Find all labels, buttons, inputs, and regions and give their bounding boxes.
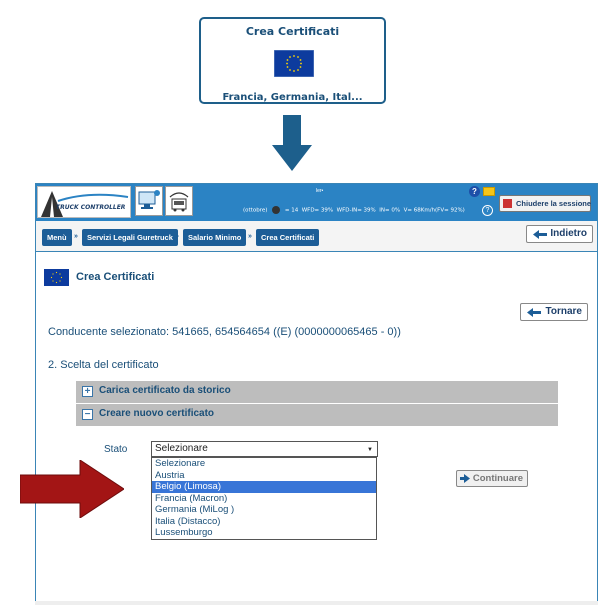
breadcrumb-separator: » — [74, 233, 78, 240]
stato-select[interactable] — [151, 441, 378, 457]
forward-arrow-icon — [460, 474, 470, 483]
breadcrumb-separator: » — [248, 233, 252, 240]
continuare-label: Continuare — [472, 473, 523, 484]
certificate-card[interactable] — [199, 17, 386, 104]
section-load-history[interactable] — [76, 381, 558, 403]
ticker-in: IN= 0% — [379, 207, 401, 214]
logout-button[interactable] — [499, 195, 591, 212]
user-name: ler• — [316, 188, 324, 194]
exit-icon — [503, 199, 512, 208]
ticker-count: = 14 — [284, 207, 299, 214]
stato-label: Stato — [104, 444, 128, 455]
question-icon[interactable]: ? — [482, 205, 493, 216]
card-title: Crea Certificati — [245, 25, 340, 38]
breadcrumb-servizi[interactable]: Servizi Legali Guretruck — [82, 229, 178, 246]
breadcrumb-crea[interactable]: Crea Certificati — [256, 229, 319, 246]
truck-speed-icon[interactable] — [165, 186, 193, 216]
tornare-button[interactable] — [520, 303, 588, 321]
card-subtitle: Francia, Germania, Ital... — [222, 92, 363, 103]
eu-flag-icon — [274, 50, 314, 77]
collapse-icon[interactable]: − — [82, 409, 93, 420]
dropdown-option[interactable]: Selezionare — [155, 458, 206, 469]
section-create-new[interactable] — [76, 404, 558, 426]
ticker-wfd-in: WFD-IN= 39% — [336, 207, 376, 214]
help-icon[interactable]: ? — [469, 186, 480, 197]
stato-dropdown-list — [151, 457, 377, 540]
indietro-button[interactable] — [526, 225, 593, 243]
dropdown-option[interactable]: Lussemburgo — [155, 527, 213, 538]
app-window — [35, 183, 598, 603]
back-arrow-icon — [527, 308, 541, 317]
breadcrumb-separator: » — [175, 233, 179, 240]
continuare-button[interactable] — [456, 470, 528, 487]
selected-driver-text: Conducente selezionato: 541665, 654564654 ((E) (0000000065465 - 0)) — [48, 326, 401, 338]
red-arrow-icon — [20, 460, 124, 518]
section-label: Carica certificato da storico — [99, 385, 231, 396]
tornare-label: Tornare — [545, 306, 582, 317]
top-bar — [36, 184, 597, 221]
back-arrow-icon — [533, 230, 547, 239]
mail-icon[interactable] — [483, 187, 495, 196]
ticker-wfd: WFD= 39% — [301, 207, 334, 214]
dropdown-option[interactable]: Austria — [155, 469, 185, 481]
chevron-down-icon: ▼ — [367, 447, 373, 453]
driver-icon — [272, 206, 280, 214]
indietro-label: Indietro — [550, 228, 587, 239]
breadcrumb-salario[interactable]: Salario Minimo — [183, 229, 246, 246]
ticker-month: (ottobre) — [243, 207, 268, 214]
truck-controller-logo — [37, 186, 131, 218]
dropdown-option[interactable]: Italia (Distacco) — [155, 515, 221, 527]
breadcrumb-menu[interactable]: Menù — [42, 229, 72, 246]
logo-text: TRUCK CONTROLLER — [56, 204, 126, 211]
stats-ticker — [243, 206, 465, 214]
ticker-speed: V= 68Km/h(FV= 92%) — [403, 207, 465, 214]
eu-flag-icon — [44, 269, 69, 286]
section-label: Creare nuovo certificato — [99, 408, 215, 419]
expand-icon[interactable]: + — [82, 386, 93, 397]
bottom-strip — [35, 601, 598, 605]
dropdown-option[interactable]: Germania (MiLog ) — [155, 504, 235, 515]
page-title: Crea Certificati — [76, 271, 155, 283]
computer-icon[interactable] — [135, 186, 163, 216]
dropdown-option[interactable]: Francia (Macron) — [155, 492, 228, 504]
logout-label: Chiudere la sessione — [516, 199, 592, 208]
stato-selected-value: Selezionare — [155, 443, 208, 454]
down-arrow-icon — [272, 115, 312, 171]
step-heading: 2. Scelta del certificato — [48, 359, 159, 371]
dropdown-option-highlighted[interactable]: Belgio (Limosa) — [152, 481, 376, 493]
